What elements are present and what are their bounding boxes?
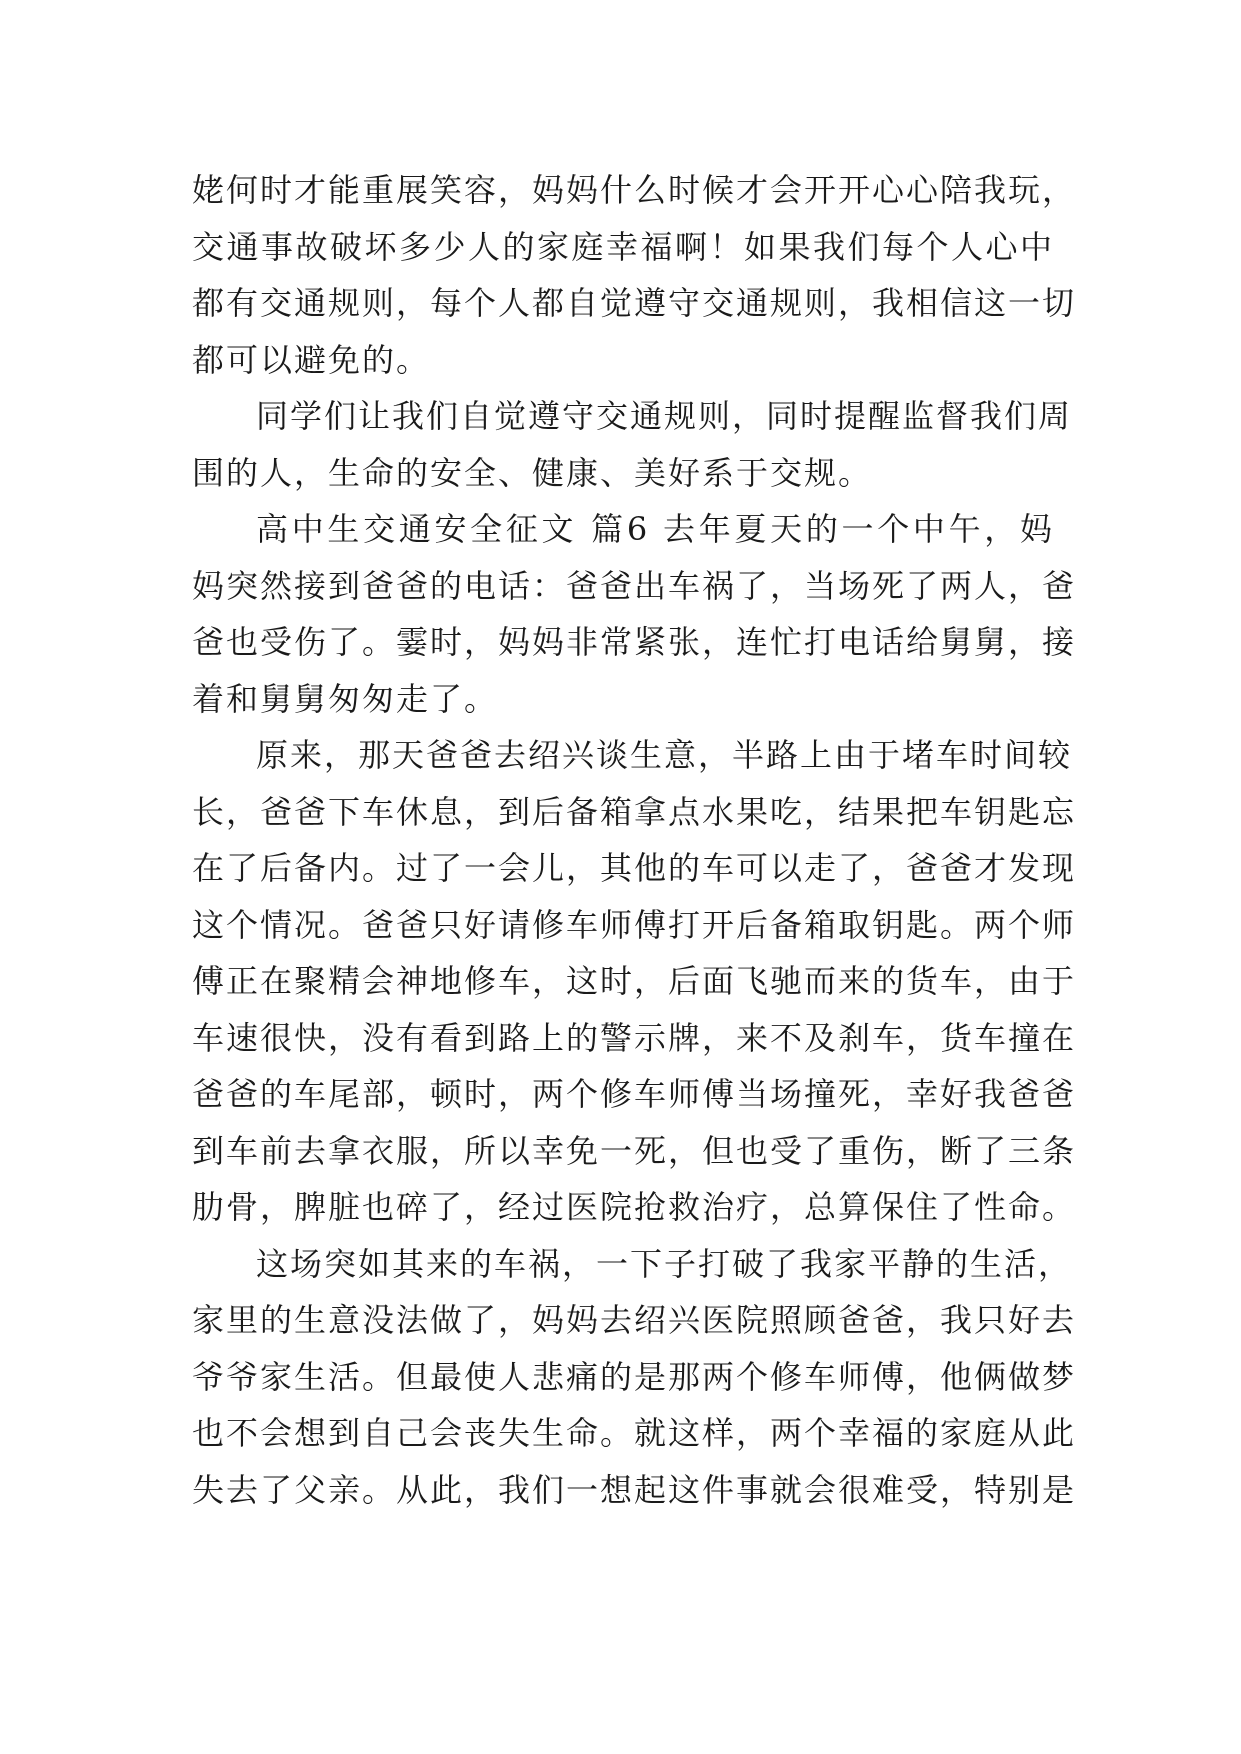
text-line: 到车前去拿衣服，所以幸免一死，但也受了重伤，断了三条: [192, 1131, 1077, 1170]
text-line: 都有交通规则，每个人都自觉遵守交通规则，我相信这一切: [192, 284, 1077, 322]
text-line: 同学们让我们自觉遵守交通规则，同时提醒监督我们周: [256, 397, 1073, 435]
text-line: 这场突如其来的车祸，一下子打破了我家平静的生活，: [256, 1244, 1073, 1283]
text-line: 原来，那天爸爸去绍兴谈生意，半路上由于堵车时间较: [256, 736, 1073, 774]
text-line: 姥何时才能重展笑容，妈妈什么时候才会开开心心陪我玩，: [192, 171, 1077, 209]
text-line: 肋骨，脾脏也碎了，经过医院抢救治疗，总算保住了性命。: [192, 1188, 1077, 1226]
text-line: 失去了父亲。从此，我们一想起这件事就会很难受，特别是: [192, 1470, 1077, 1509]
text-line: 高中生交通安全征文 篇6 去年夏天的一个中午，妈: [256, 510, 1054, 548]
text-line: 爸也受伤了。霎时，妈妈非常紧张，连忙打电话给舅舅，接: [192, 623, 1077, 661]
text-line: 长，爸爸下车休息，到后备箱拿点水果吃，结果把车钥匙忘: [192, 792, 1077, 831]
text-line: 围的人，生命的安全、健康、美好系于交规。: [192, 453, 873, 492]
text-line: 着和舅舅匆匆走了。: [192, 679, 499, 718]
text-line: 爸爸的车尾部，顿时，两个修车师傅当场撞死，幸好我爸爸: [192, 1075, 1077, 1113]
text-line: 交通事故破坏多少人的家庭幸福啊！如果我们每个人心中: [192, 227, 1054, 266]
text-line: 都可以避免的。: [192, 340, 431, 379]
text-line: 这个情况。爸爸只好请修车师傅打开后备箱取钥匙。两个师: [192, 905, 1077, 944]
text-line: 也不会想到自己会丧失生命。就这样，两个幸福的家庭从此: [192, 1414, 1077, 1452]
text-line: 家里的生意没法做了，妈妈去绍兴医院照顾爸爸，我只好去: [192, 1301, 1077, 1339]
text-line: 傅正在聚精会神地修车，这时，后面飞驰而来的货车，由于: [192, 962, 1077, 1000]
text-line: 爷爷家生活。但最使人悲痛的是那两个修车师傅，他俩做梦: [192, 1357, 1077, 1396]
text-line: 在了后备内。过了一会儿，其他的车可以走了，爸爸才发现: [192, 849, 1077, 887]
document-body: [192, 162, 1077, 1518]
text-line: 妈突然接到爸爸的电话：爸爸出车祸了，当场死了两人，爸: [192, 566, 1077, 605]
text-line: 车速很快，没有看到路上的警示牌，来不及刹车，货车撞在: [192, 1018, 1077, 1057]
